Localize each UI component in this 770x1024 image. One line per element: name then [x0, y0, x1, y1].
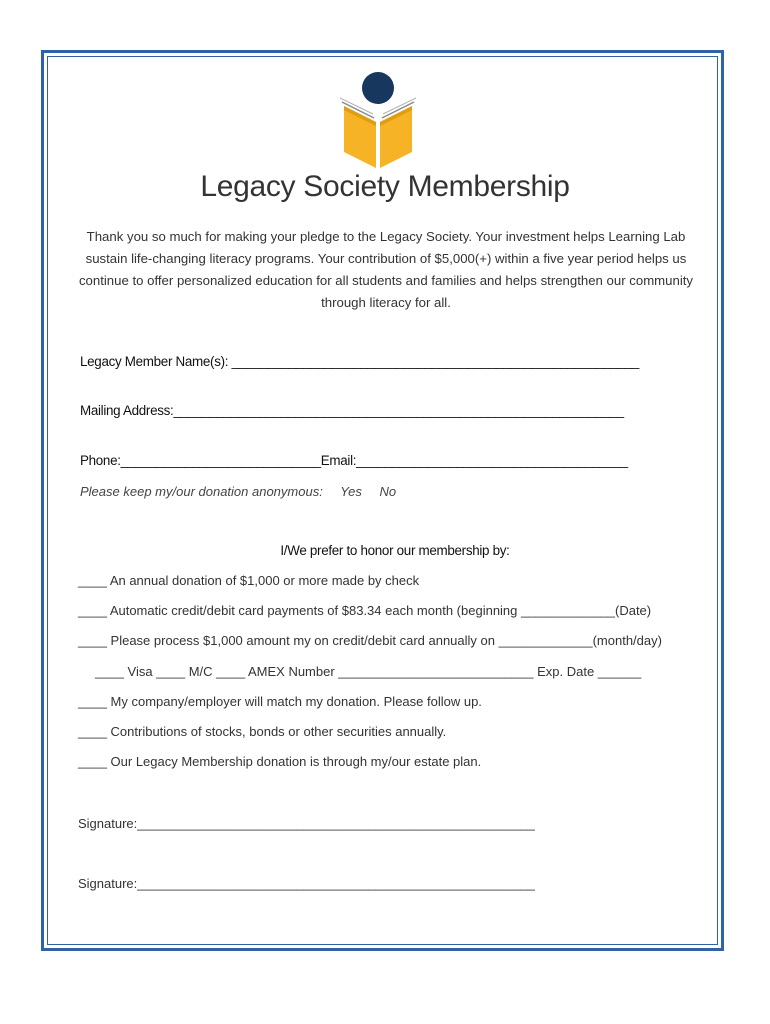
anonymous-option — [80, 484, 410, 499]
open-book-person-icon — [340, 70, 416, 170]
option-annual-check[interactable]: ____ An annual donation of $1,000 or more made by check — [78, 573, 420, 588]
anonymous-prompt: Please keep my/our donation anonymous: — [80, 484, 323, 499]
phone-email-field[interactable]: Phone:____________________________Email:______________________________________ — [80, 453, 628, 468]
mailing-address-field[interactable]: Mailing Address:_______________________________________________________________ — [80, 403, 624, 418]
anonymous-yes[interactable]: Yes — [340, 484, 362, 499]
card-details-line[interactable]: ____ Visa ____ M/C ____ AMEX Number ___________________________ Exp. Date ______ — [95, 664, 642, 679]
option-estate-plan[interactable]: ____ Our Legacy Membership donation is through my/our estate plan. — [78, 754, 482, 769]
page-title: Legacy Society Membership — [200, 170, 570, 203]
option-securities[interactable]: ____ Contributions of stocks, bonds or other securities annually. — [78, 724, 447, 739]
option-employer-match[interactable]: ____ My company/employer will match my donation. Please follow up. — [78, 694, 482, 709]
option-annual-card[interactable]: ____ Please process $1,000 amount my on credit/debit card annually on _____________(month/day) — [78, 633, 662, 648]
intro-paragraph: Thank you so much for making your pledge to the Legacy Society. Your investment helps Learning Lab sustain life-changing literacy programs. Your contribution of $5,000(+) within a five year period helps us continue to offer personalized education for all students and families and helps strengthen our community through literacy for all. — [78, 229, 694, 310]
member-names-field[interactable]: Legacy Member Name(s): _________________________________________________________ — [80, 354, 639, 369]
option-monthly-card[interactable]: ____ Automatic credit/debit card payments of $83.34 each month (beginning _____________(Date) — [78, 603, 652, 618]
anonymous-no[interactable]: No — [379, 484, 397, 499]
signature-line-1[interactable]: Signature:_______________________________________________________ — [78, 816, 535, 831]
preference-heading: I/We prefer to honor our membership by: — [280, 543, 510, 558]
signature-line-2[interactable]: Signature:_______________________________________________________ — [78, 876, 535, 891]
